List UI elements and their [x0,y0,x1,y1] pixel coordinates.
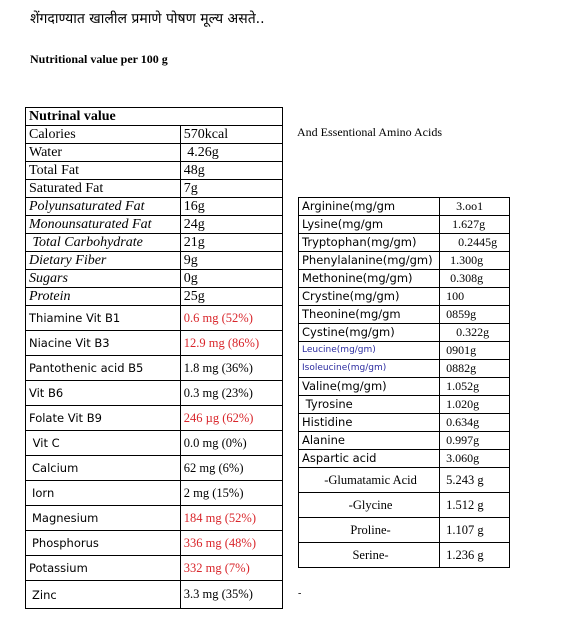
amino-name: Aspartic acid [299,450,440,468]
nutrient-name: Polyunsaturated Fat [26,198,181,216]
nutrient-name: Total Fat [26,162,181,180]
table-row [299,288,510,306]
table-row [26,356,283,381]
table-row [299,360,510,378]
nutrient-value: 246 µg (62%) [180,406,282,431]
amino-name: Lysine(mg/gm [299,216,440,234]
table-row [299,543,510,568]
nutrient-value: 0g [180,270,282,288]
table-header-row [26,108,283,126]
nutrient-value: 62 mg (6%) [180,456,282,481]
nutrient-name: Sugars [26,270,181,288]
table-row [26,180,283,198]
amino-name: Cystine(mg/gm) [299,324,440,342]
amino-value: 0.2445g [440,234,510,252]
table-row [26,234,283,252]
table-row [299,396,510,414]
table-row [26,581,283,609]
amino-value: 1.627g [440,216,510,234]
table-row [299,493,510,518]
nutrient-value: 0.3 mg (23%) [180,381,282,406]
nutrient-name: Vit C [26,431,181,456]
nutrient-name: Vit B6 [26,381,181,406]
table-row [26,216,283,234]
amino-name: Isoleucine(mg/gm) [299,360,440,378]
table-row [299,518,510,543]
table-row [299,414,510,432]
table-row [299,270,510,288]
nutrient-name: Dietary Fiber [26,252,181,270]
amino-value: 3.oo1 [440,198,510,216]
table-row [26,531,283,556]
table-row [299,468,510,493]
nutrient-value: 12.9 mg (86%) [180,331,282,356]
nutrient-value: 7g [180,180,282,198]
nutrient-value: 332 mg (7%) [180,556,282,581]
amino-name: Tryptophan(mg/gm) [299,234,440,252]
nutrient-value: 1.8 mg (36%) [180,356,282,381]
table-row [26,288,283,306]
table-row [26,381,283,406]
nutrient-name: Protein [26,288,181,306]
table-row [299,432,510,450]
table-row [299,450,510,468]
nutrient-name: Potassium [26,556,181,581]
nutrient-name: Monounsaturated Fat [26,216,181,234]
amino-value: 0.308g [440,270,510,288]
nutrition-subtitle: Nutritional value per 100 g [30,52,168,66]
nutrient-value: 25g [180,288,282,306]
nutrient-name: Water [26,144,181,162]
nutrient-value: 2 mg (15%) [180,481,282,506]
table-row [26,406,283,431]
table-row [26,506,283,531]
amino-acids-heading: And Essentional Amino Acids [297,125,442,139]
amino-value: 100 [440,288,510,306]
nutrient-name: Phosphorus [26,531,181,556]
amino-value: 1.052g [440,378,510,396]
table-row [299,234,510,252]
nutrient-name: Magnesium [26,506,181,531]
amino-name: Tyrosine [299,396,440,414]
nutrient-name: Total Carbohydrate [26,234,181,252]
nutrient-value: 0.6 mg (52%) [180,306,282,331]
amino-name: Leucine(mg/gm) [299,342,440,360]
amino-value: 0.322g [440,324,510,342]
nutrient-value: 4.26g [180,144,282,162]
nutrient-value: 21g [180,234,282,252]
nutrient-name: Calories [26,126,181,144]
nutrient-value: 3.3 mg (35%) [180,581,282,609]
table-row [299,198,510,216]
table-row [26,431,283,456]
nutrient-name: Calcium [26,456,181,481]
amino-name: Phenylalanine(mg/gm) [299,252,440,270]
nutrient-value: 48g [180,162,282,180]
nutrient-value: 0.0 mg (0%) [180,431,282,456]
table-row [299,252,510,270]
table-row [26,556,283,581]
amino-name: Alanine [299,432,440,450]
amino-value: 1.300g [440,252,510,270]
nutrient-value: 336 mg (48%) [180,531,282,556]
amino-name: Methonine(mg/gm) [299,270,440,288]
table-row [299,378,510,396]
table-row [26,144,283,162]
nutrition-table [25,107,283,609]
table-header: Nutrinal value [26,108,283,126]
amino-value: 0882g [440,360,510,378]
trailing-dash: - [298,588,302,599]
nutrient-name: Iorn [26,481,181,506]
amino-value: 1.020g [440,396,510,414]
amino-acid-table [298,197,510,568]
amino-value: 0859g [440,306,510,324]
amino-name: -Glumatamic Acid [299,468,440,493]
table-row [26,331,283,356]
nutrient-value: 16g [180,198,282,216]
nutrient-value: 9g [180,252,282,270]
amino-name: Arginine(mg/gm [299,198,440,216]
table-row [26,481,283,506]
table-row [299,324,510,342]
table-row [299,342,510,360]
nutrient-value: 24g [180,216,282,234]
amino-value: 1.107 g [440,518,510,543]
amino-name: Valine(mg/gm) [299,378,440,396]
page-heading: शेंगदाण्यात खालील प्रमाणे पोषण मूल्य असते.. [30,11,265,27]
amino-name: Histidine [299,414,440,432]
nutrient-name: Pantothenic acid B5 [26,356,181,381]
amino-name: Proline- [299,518,440,543]
table-row [26,126,283,144]
amino-name: Serine- [299,543,440,568]
amino-value: 3.060g [440,450,510,468]
nutrient-name: Zinc [26,581,181,609]
amino-name: Crystine(mg/gm) [299,288,440,306]
amino-value: 0.634g [440,414,510,432]
nutrient-value: 184 mg (52%) [180,506,282,531]
nutrient-name: Thiamine Vit B1 [26,306,181,331]
table-row [26,162,283,180]
nutrient-value: 570kcal [180,126,282,144]
table-row [26,270,283,288]
amino-value: 1.512 g [440,493,510,518]
nutrient-name: Folate Vit B9 [26,406,181,431]
nutrient-name: Niacine Vit B3 [26,331,181,356]
table-row [299,306,510,324]
amino-value: 5.243 g [440,468,510,493]
amino-value: 0901g [440,342,510,360]
table-row [26,456,283,481]
table-row [299,216,510,234]
nutrient-name: Saturated Fat [26,180,181,198]
table-row [26,306,283,331]
amino-name: Theonine(mg/gm [299,306,440,324]
amino-value: 0.997g [440,432,510,450]
amino-value: 1.236 g [440,543,510,568]
table-row [26,198,283,216]
amino-name: -Glycine [299,493,440,518]
table-row [26,252,283,270]
